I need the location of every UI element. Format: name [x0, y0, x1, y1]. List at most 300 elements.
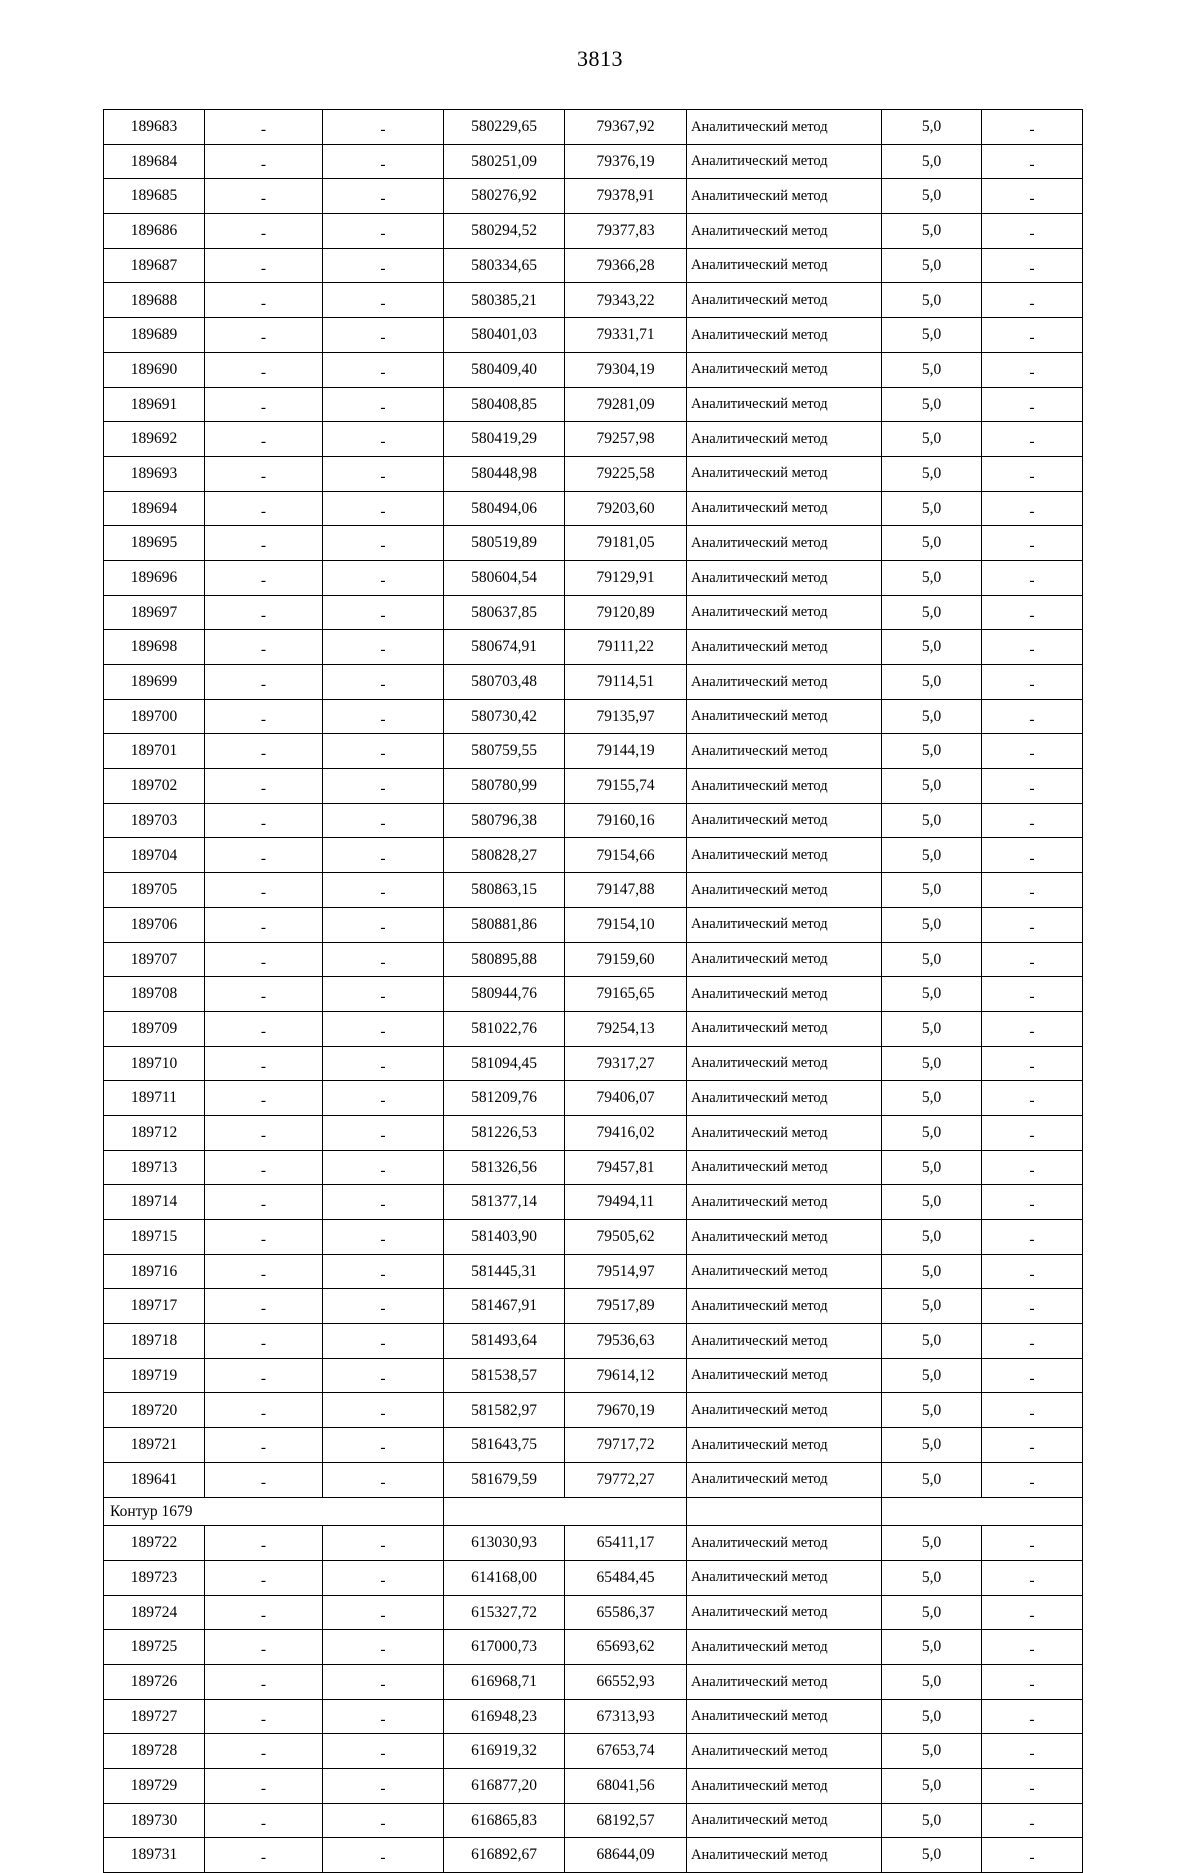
column-8-cell: - — [982, 560, 1083, 595]
x-coordinate-cell: 581326,56 — [444, 1150, 565, 1185]
accuracy-cell: 5,0 — [882, 1462, 982, 1497]
column-8-cell: - — [982, 595, 1083, 630]
column-2-cell: - — [205, 595, 323, 630]
column-2-cell: - — [205, 1358, 323, 1393]
column-2-cell: - — [205, 942, 323, 977]
accuracy-cell: 5,0 — [882, 283, 982, 318]
column-8-cell: - — [982, 422, 1083, 457]
column-3-cell: - — [323, 1462, 444, 1497]
table-row — [104, 1734, 1083, 1769]
method-cell: Аналитический метод — [687, 456, 882, 491]
y-coordinate-cell: 79225,58 — [565, 456, 687, 491]
column-8-cell: - — [982, 803, 1083, 838]
accuracy-cell: 5,0 — [882, 699, 982, 734]
table-row — [104, 838, 1083, 873]
column-8-cell: - — [982, 387, 1083, 422]
table-row — [104, 1150, 1083, 1185]
y-coordinate-cell: 79254,13 — [565, 1011, 687, 1046]
y-coordinate-cell: 79120,89 — [565, 595, 687, 630]
y-coordinate-cell: 68644,09 — [565, 1838, 687, 1873]
column-2-cell: - — [205, 1699, 323, 1734]
method-cell: Аналитический метод — [687, 1081, 882, 1116]
accuracy-cell: 5,0 — [882, 1150, 982, 1185]
method-cell: Аналитический метод — [687, 1115, 882, 1150]
column-3-cell: - — [323, 1150, 444, 1185]
x-coordinate-cell: 581538,57 — [444, 1358, 565, 1393]
column-8-cell: - — [982, 1526, 1083, 1561]
table-row — [104, 422, 1083, 457]
table-row — [104, 1115, 1083, 1150]
x-coordinate-cell: 581445,31 — [444, 1254, 565, 1289]
accuracy-cell: 5,0 — [882, 942, 982, 977]
column-8-cell: - — [982, 1289, 1083, 1324]
x-coordinate-cell: 581226,53 — [444, 1115, 565, 1150]
method-cell: Аналитический метод — [687, 1393, 882, 1428]
table-row — [104, 977, 1083, 1012]
coordinates-table — [103, 109, 1083, 1873]
method-cell: Аналитический метод — [687, 387, 882, 422]
column-8-cell: - — [982, 110, 1083, 145]
point-id-cell: 189722 — [104, 1526, 205, 1561]
column-3-cell: - — [323, 1185, 444, 1220]
accuracy-cell: 5,0 — [882, 1699, 982, 1734]
column-3-cell: - — [323, 595, 444, 630]
method-cell: Аналитический метод — [687, 1150, 882, 1185]
point-id-cell: 189684 — [104, 144, 205, 179]
x-coordinate-cell: 616919,32 — [444, 1734, 565, 1769]
column-2-cell: - — [205, 1324, 323, 1359]
column-2-cell: - — [205, 248, 323, 283]
table-row — [104, 1081, 1083, 1116]
point-id-cell: 189695 — [104, 526, 205, 561]
y-coordinate-cell: 65586,37 — [565, 1595, 687, 1630]
column-8-cell: - — [982, 352, 1083, 387]
x-coordinate-cell: 580448,98 — [444, 456, 565, 491]
accuracy-cell: 5,0 — [882, 1324, 982, 1359]
column-2-cell: - — [205, 526, 323, 561]
y-coordinate-cell: 79670,19 — [565, 1393, 687, 1428]
accuracy-cell: 5,0 — [882, 1011, 982, 1046]
table-row — [104, 769, 1083, 804]
column-3-cell: - — [323, 422, 444, 457]
point-id-cell: 189699 — [104, 665, 205, 700]
column-8-cell: - — [982, 456, 1083, 491]
x-coordinate-cell: 580895,88 — [444, 942, 565, 977]
column-3-cell: - — [323, 214, 444, 249]
contour-empty-cell — [444, 1497, 687, 1526]
accuracy-cell: 5,0 — [882, 665, 982, 700]
y-coordinate-cell: 79457,81 — [565, 1150, 687, 1185]
column-2-cell: - — [205, 1115, 323, 1150]
column-8-cell: - — [982, 1699, 1083, 1734]
point-id-cell: 189691 — [104, 387, 205, 422]
column-8-cell: - — [982, 1220, 1083, 1255]
accuracy-cell: 5,0 — [882, 144, 982, 179]
accuracy-cell: 5,0 — [882, 214, 982, 249]
table-row — [104, 873, 1083, 908]
point-id-cell: 189686 — [104, 214, 205, 249]
column-8-cell: - — [982, 977, 1083, 1012]
accuracy-cell: 5,0 — [882, 491, 982, 526]
column-8-cell: - — [982, 283, 1083, 318]
accuracy-cell: 5,0 — [882, 318, 982, 353]
x-coordinate-cell: 581582,97 — [444, 1393, 565, 1428]
column-8-cell: - — [982, 526, 1083, 561]
column-3-cell: - — [323, 1220, 444, 1255]
x-coordinate-cell: 580409,40 — [444, 352, 565, 387]
column-2-cell: - — [205, 1595, 323, 1630]
column-3-cell: - — [323, 456, 444, 491]
column-3-cell: - — [323, 526, 444, 561]
table-row — [104, 318, 1083, 353]
method-cell: Аналитический метод — [687, 1595, 882, 1630]
x-coordinate-cell: 580759,55 — [444, 734, 565, 769]
x-coordinate-cell: 616877,20 — [444, 1769, 565, 1804]
column-8-cell: - — [982, 1462, 1083, 1497]
method-cell: Аналитический метод — [687, 144, 882, 179]
accuracy-cell: 5,0 — [882, 1115, 982, 1150]
method-cell: Аналитический метод — [687, 1462, 882, 1497]
column-8-cell: - — [982, 1358, 1083, 1393]
column-8-cell: - — [982, 1046, 1083, 1081]
table-row — [104, 1428, 1083, 1463]
column-2-cell: - — [205, 1769, 323, 1804]
x-coordinate-cell: 616968,71 — [444, 1664, 565, 1699]
table-row — [104, 1838, 1083, 1873]
x-coordinate-cell: 580408,85 — [444, 387, 565, 422]
column-2-cell: - — [205, 977, 323, 1012]
y-coordinate-cell: 79165,65 — [565, 977, 687, 1012]
accuracy-cell: 5,0 — [882, 1769, 982, 1804]
method-cell: Аналитический метод — [687, 838, 882, 873]
point-id-cell: 189726 — [104, 1664, 205, 1699]
column-8-cell: - — [982, 942, 1083, 977]
column-2-cell: - — [205, 1803, 323, 1838]
column-8-cell: - — [982, 699, 1083, 734]
x-coordinate-cell: 580494,06 — [444, 491, 565, 526]
x-coordinate-cell: 613030,93 — [444, 1526, 565, 1561]
point-id-cell: 189688 — [104, 283, 205, 318]
table-row — [104, 1289, 1083, 1324]
x-coordinate-cell: 580828,27 — [444, 838, 565, 873]
x-coordinate-cell: 580276,92 — [444, 179, 565, 214]
x-coordinate-cell: 580604,54 — [444, 560, 565, 595]
y-coordinate-cell: 79281,09 — [565, 387, 687, 422]
column-3-cell: - — [323, 1254, 444, 1289]
accuracy-cell: 5,0 — [882, 1734, 982, 1769]
point-id-cell: 189725 — [104, 1630, 205, 1665]
y-coordinate-cell: 79406,07 — [565, 1081, 687, 1116]
contour-empty-cell — [882, 1497, 1083, 1526]
table-row — [104, 803, 1083, 838]
accuracy-cell: 5,0 — [882, 1526, 982, 1561]
table-row — [104, 1595, 1083, 1630]
x-coordinate-cell: 580334,65 — [444, 248, 565, 283]
y-coordinate-cell: 79536,63 — [565, 1324, 687, 1359]
column-2-cell: - — [205, 422, 323, 457]
column-2-cell: - — [205, 1081, 323, 1116]
table-row — [104, 1664, 1083, 1699]
x-coordinate-cell: 580294,52 — [444, 214, 565, 249]
column-3-cell: - — [323, 873, 444, 908]
column-2-cell: - — [205, 1560, 323, 1595]
accuracy-cell: 5,0 — [882, 1393, 982, 1428]
x-coordinate-cell: 580863,15 — [444, 873, 565, 908]
column-3-cell: - — [323, 1699, 444, 1734]
column-8-cell: - — [982, 1769, 1083, 1804]
y-coordinate-cell: 79111,22 — [565, 630, 687, 665]
accuracy-cell: 5,0 — [882, 387, 982, 422]
column-3-cell: - — [323, 942, 444, 977]
column-2-cell: - — [205, 1734, 323, 1769]
accuracy-cell: 5,0 — [882, 1630, 982, 1665]
method-cell: Аналитический метод — [687, 318, 882, 353]
column-2-cell: - — [205, 665, 323, 700]
method-cell: Аналитический метод — [687, 1630, 882, 1665]
table-row — [104, 942, 1083, 977]
accuracy-cell: 5,0 — [882, 110, 982, 145]
y-coordinate-cell: 79154,10 — [565, 907, 687, 942]
column-3-cell: - — [323, 1664, 444, 1699]
method-cell: Аналитический метод — [687, 1011, 882, 1046]
accuracy-cell: 5,0 — [882, 1046, 982, 1081]
y-coordinate-cell: 79304,19 — [565, 352, 687, 387]
point-id-cell: 189702 — [104, 769, 205, 804]
column-2-cell: - — [205, 630, 323, 665]
table-row — [104, 456, 1083, 491]
accuracy-cell: 5,0 — [882, 977, 982, 1012]
method-cell: Аналитический метод — [687, 1428, 882, 1463]
y-coordinate-cell: 79155,74 — [565, 769, 687, 804]
point-id-cell: 189700 — [104, 699, 205, 734]
y-coordinate-cell: 79505,62 — [565, 1220, 687, 1255]
method-cell: Аналитический метод — [687, 665, 882, 700]
point-id-cell: 189711 — [104, 1081, 205, 1116]
x-coordinate-cell: 616892,67 — [444, 1838, 565, 1873]
x-coordinate-cell: 616865,83 — [444, 1803, 565, 1838]
column-3-cell: - — [323, 1115, 444, 1150]
method-cell: Аналитический метод — [687, 630, 882, 665]
accuracy-cell: 5,0 — [882, 595, 982, 630]
x-coordinate-cell: 580796,38 — [444, 803, 565, 838]
x-coordinate-cell: 581679,59 — [444, 1462, 565, 1497]
x-coordinate-cell: 580730,42 — [444, 699, 565, 734]
point-id-cell: 189718 — [104, 1324, 205, 1359]
accuracy-cell: 5,0 — [882, 873, 982, 908]
column-3-cell: - — [323, 1358, 444, 1393]
point-id-cell: 189693 — [104, 456, 205, 491]
table-row — [104, 1393, 1083, 1428]
point-id-cell: 189710 — [104, 1046, 205, 1081]
table-row — [104, 214, 1083, 249]
point-id-cell: 189714 — [104, 1185, 205, 1220]
column-2-cell: - — [205, 1428, 323, 1463]
x-coordinate-cell: 580419,29 — [444, 422, 565, 457]
contour-empty-cell — [687, 1497, 882, 1526]
y-coordinate-cell: 79160,16 — [565, 803, 687, 838]
column-3-cell: - — [323, 665, 444, 700]
column-8-cell: - — [982, 1803, 1083, 1838]
method-cell: Аналитический метод — [687, 595, 882, 630]
method-cell: Аналитический метод — [687, 248, 882, 283]
accuracy-cell: 5,0 — [882, 560, 982, 595]
method-cell: Аналитический метод — [687, 214, 882, 249]
column-2-cell: - — [205, 873, 323, 908]
x-coordinate-cell: 580944,76 — [444, 977, 565, 1012]
column-8-cell: - — [982, 1664, 1083, 1699]
column-2-cell: - — [205, 769, 323, 804]
method-cell: Аналитический метод — [687, 769, 882, 804]
x-coordinate-cell: 581403,90 — [444, 1220, 565, 1255]
column-2-cell: - — [205, 352, 323, 387]
point-id-cell: 189716 — [104, 1254, 205, 1289]
y-coordinate-cell: 79144,19 — [565, 734, 687, 769]
table-row — [104, 1560, 1083, 1595]
method-cell: Аналитический метод — [687, 179, 882, 214]
point-id-cell: 189706 — [104, 907, 205, 942]
column-8-cell: - — [982, 1115, 1083, 1150]
accuracy-cell: 5,0 — [882, 456, 982, 491]
y-coordinate-cell: 68041,56 — [565, 1769, 687, 1804]
accuracy-cell: 5,0 — [882, 1254, 982, 1289]
column-3-cell: - — [323, 734, 444, 769]
column-3-cell: - — [323, 387, 444, 422]
column-8-cell: - — [982, 907, 1083, 942]
y-coordinate-cell: 79154,66 — [565, 838, 687, 873]
accuracy-cell: 5,0 — [882, 838, 982, 873]
accuracy-cell: 5,0 — [882, 1664, 982, 1699]
column-3-cell: - — [323, 1595, 444, 1630]
table-row — [104, 1220, 1083, 1255]
column-3-cell: - — [323, 318, 444, 353]
column-8-cell: - — [982, 491, 1083, 526]
point-id-cell: 189713 — [104, 1150, 205, 1185]
column-2-cell: - — [205, 1254, 323, 1289]
method-cell: Аналитический метод — [687, 1803, 882, 1838]
method-cell: Аналитический метод — [687, 1220, 882, 1255]
point-id-cell: 189731 — [104, 1838, 205, 1873]
y-coordinate-cell: 79343,22 — [565, 283, 687, 318]
method-cell: Аналитический метод — [687, 1560, 882, 1595]
x-coordinate-cell: 580674,91 — [444, 630, 565, 665]
table-row — [104, 699, 1083, 734]
accuracy-cell: 5,0 — [882, 907, 982, 942]
column-3-cell: - — [323, 1838, 444, 1873]
table-row — [104, 1011, 1083, 1046]
column-2-cell: - — [205, 1462, 323, 1497]
column-8-cell: - — [982, 769, 1083, 804]
point-id-cell: 189729 — [104, 1769, 205, 1804]
point-id-cell: 189721 — [104, 1428, 205, 1463]
column-3-cell: - — [323, 1046, 444, 1081]
column-3-cell: - — [323, 1630, 444, 1665]
accuracy-cell: 5,0 — [882, 526, 982, 561]
method-cell: Аналитический метод — [687, 1769, 882, 1804]
page-number: 3813 — [577, 46, 623, 71]
column-2-cell: - — [205, 699, 323, 734]
table-row — [104, 1699, 1083, 1734]
column-3-cell: - — [323, 1428, 444, 1463]
column-3-cell: - — [323, 1289, 444, 1324]
table-row — [104, 387, 1083, 422]
column-2-cell: - — [205, 144, 323, 179]
column-2-cell: - — [205, 1011, 323, 1046]
point-id-cell: 189728 — [104, 1734, 205, 1769]
column-3-cell: - — [323, 769, 444, 804]
column-3-cell: - — [323, 283, 444, 318]
column-3-cell: - — [323, 630, 444, 665]
method-cell: Аналитический метод — [687, 1324, 882, 1359]
column-2-cell: - — [205, 1220, 323, 1255]
y-coordinate-cell: 79159,60 — [565, 942, 687, 977]
column-2-cell: - — [205, 456, 323, 491]
point-id-cell: 189701 — [104, 734, 205, 769]
y-coordinate-cell: 79514,97 — [565, 1254, 687, 1289]
y-coordinate-cell: 79517,89 — [565, 1289, 687, 1324]
column-3-cell: - — [323, 1803, 444, 1838]
y-coordinate-cell: 79129,91 — [565, 560, 687, 595]
table-body — [104, 110, 1083, 1873]
column-3-cell: - — [323, 248, 444, 283]
x-coordinate-cell: 581643,75 — [444, 1428, 565, 1463]
point-id-cell: 189719 — [104, 1358, 205, 1393]
x-coordinate-cell: 614168,00 — [444, 1560, 565, 1595]
x-coordinate-cell: 616948,23 — [444, 1699, 565, 1734]
accuracy-cell: 5,0 — [882, 352, 982, 387]
x-coordinate-cell: 617000,73 — [444, 1630, 565, 1665]
y-coordinate-cell: 79772,27 — [565, 1462, 687, 1497]
method-cell: Аналитический метод — [687, 491, 882, 526]
column-8-cell: - — [982, 1081, 1083, 1116]
point-id-cell: 189694 — [104, 491, 205, 526]
column-3-cell: - — [323, 977, 444, 1012]
table-row — [104, 1185, 1083, 1220]
point-id-cell: 189709 — [104, 1011, 205, 1046]
column-2-cell: - — [205, 214, 323, 249]
method-cell: Аналитический метод — [687, 1046, 882, 1081]
column-3-cell: - — [323, 560, 444, 595]
column-3-cell: - — [323, 110, 444, 145]
y-coordinate-cell: 67653,74 — [565, 1734, 687, 1769]
table-row — [104, 526, 1083, 561]
method-cell: Аналитический метод — [687, 1664, 882, 1699]
accuracy-cell: 5,0 — [882, 1185, 982, 1220]
method-cell: Аналитический метод — [687, 1526, 882, 1561]
column-8-cell: - — [982, 734, 1083, 769]
table-row — [104, 179, 1083, 214]
table-row — [104, 907, 1083, 942]
table-row — [104, 595, 1083, 630]
y-coordinate-cell: 79317,27 — [565, 1046, 687, 1081]
method-cell: Аналитический метод — [687, 422, 882, 457]
point-id-cell: 189685 — [104, 179, 205, 214]
point-id-cell: 189641 — [104, 1462, 205, 1497]
table-row — [104, 630, 1083, 665]
x-coordinate-cell: 580401,03 — [444, 318, 565, 353]
accuracy-cell: 5,0 — [882, 1428, 982, 1463]
column-2-cell: - — [205, 110, 323, 145]
column-2-cell: - — [205, 1046, 323, 1081]
column-8-cell: - — [982, 1011, 1083, 1046]
accuracy-cell: 5,0 — [882, 1560, 982, 1595]
table-row — [104, 352, 1083, 387]
column-8-cell: - — [982, 1630, 1083, 1665]
y-coordinate-cell: 79494,11 — [565, 1185, 687, 1220]
method-cell: Аналитический метод — [687, 1254, 882, 1289]
column-8-cell: - — [982, 1150, 1083, 1185]
method-cell: Аналитический метод — [687, 1734, 882, 1769]
method-cell: Аналитический метод — [687, 1185, 882, 1220]
